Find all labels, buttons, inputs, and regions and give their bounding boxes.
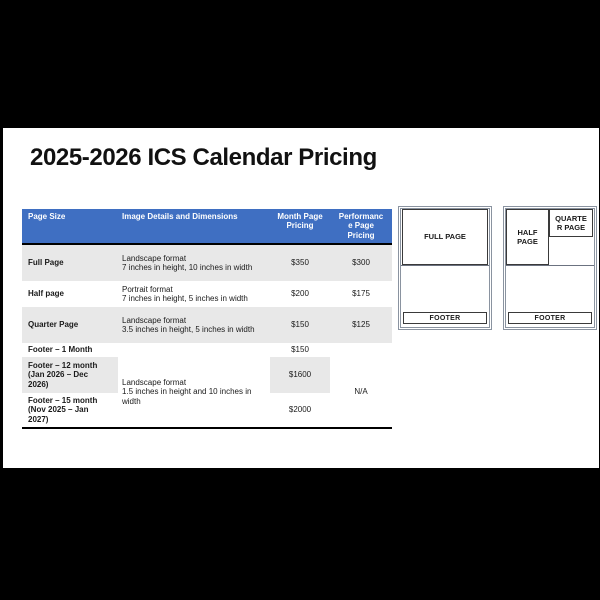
cell-image-details xyxy=(118,343,270,357)
cell-month-price: $200 xyxy=(291,289,309,299)
cell-image-details xyxy=(118,244,270,281)
quarter-page-label: QUARTE R PAGE xyxy=(555,213,587,232)
cell-page-size: Full Page xyxy=(22,244,118,281)
col-header-page-size: Page Size xyxy=(22,209,118,244)
format-line: Landscape format xyxy=(122,377,187,387)
quarter-page-region xyxy=(549,209,593,237)
table-row-footer-1-month xyxy=(22,343,392,357)
full-page-label: FULL PAGE xyxy=(424,232,466,242)
pricing-table xyxy=(22,209,392,429)
format-line: Landscape format xyxy=(122,315,187,325)
cell-performance-price: $300 xyxy=(330,244,392,281)
cell-page-size: Half page xyxy=(28,289,65,299)
format-line: Landscape format xyxy=(122,253,187,263)
cell-month-price: $150 xyxy=(270,307,330,343)
cell-page-size: Footer – 1 Month xyxy=(28,345,93,355)
half-quarter-diagram xyxy=(503,206,597,330)
table-row-quarter-page xyxy=(22,307,392,343)
page-split-line xyxy=(506,265,594,266)
cell-performance-price: $175 xyxy=(352,289,370,299)
cell-performance-price-merged: N/A xyxy=(330,357,392,428)
cell-page-size: Footer – 12 month (Jan 2026 – Dec 2026) xyxy=(22,357,118,393)
table-header-row xyxy=(22,209,392,244)
cell-page-size: Quarter Page xyxy=(22,307,118,343)
footer-label: FOOTER xyxy=(429,314,461,322)
slide xyxy=(3,128,599,468)
col-header-performance-pricing: Performance Page Pricing xyxy=(330,209,392,244)
half-page-region xyxy=(506,209,549,265)
cell-month-price: $150 xyxy=(291,345,309,355)
pricing-table-container xyxy=(22,209,392,429)
cell-performance-price xyxy=(330,343,392,357)
col-header-month-pricing: Month Page Pricing xyxy=(270,209,330,244)
cell-month-price: $1600 xyxy=(270,357,330,393)
cell-month-price: $350 xyxy=(270,244,330,281)
cell-performance-price: $125 xyxy=(330,307,392,343)
cell-image-details-merged xyxy=(118,357,270,428)
cell-image-details xyxy=(118,281,270,307)
table-row-footer-12-month xyxy=(22,357,392,393)
footer-region xyxy=(508,312,592,324)
footer-region xyxy=(403,312,487,324)
col-header-image-details: Image Details and Dimensions xyxy=(118,209,270,244)
page-title: 2025-2026 ICS Calendar Pricing xyxy=(30,144,377,171)
table-row-full-page xyxy=(22,244,392,281)
dimensions-line: 7 inches in height, 10 inches in width xyxy=(122,263,253,272)
dimensions-line: 1.5 inches in height and 10 inches in width xyxy=(122,387,252,406)
cell-page-size: Footer – 15 month (Nov 2025 – Jan 2027) xyxy=(22,393,118,428)
format-line: Portrait format xyxy=(122,284,173,294)
footer-label: FOOTER xyxy=(534,314,566,322)
page-split-line xyxy=(401,265,489,266)
full-page-diagram xyxy=(398,206,492,330)
dimensions-line: 7 inches in height, 5 inches in width xyxy=(122,294,248,303)
table-row-half-page xyxy=(22,281,392,307)
full-page-region xyxy=(402,209,488,265)
half-page-label: HALF PAGE xyxy=(517,227,538,246)
cell-month-price: $2000 xyxy=(270,393,330,428)
dimensions-line: 3.5 inches in height, 5 inches in width xyxy=(122,325,255,334)
cell-image-details xyxy=(118,307,270,343)
